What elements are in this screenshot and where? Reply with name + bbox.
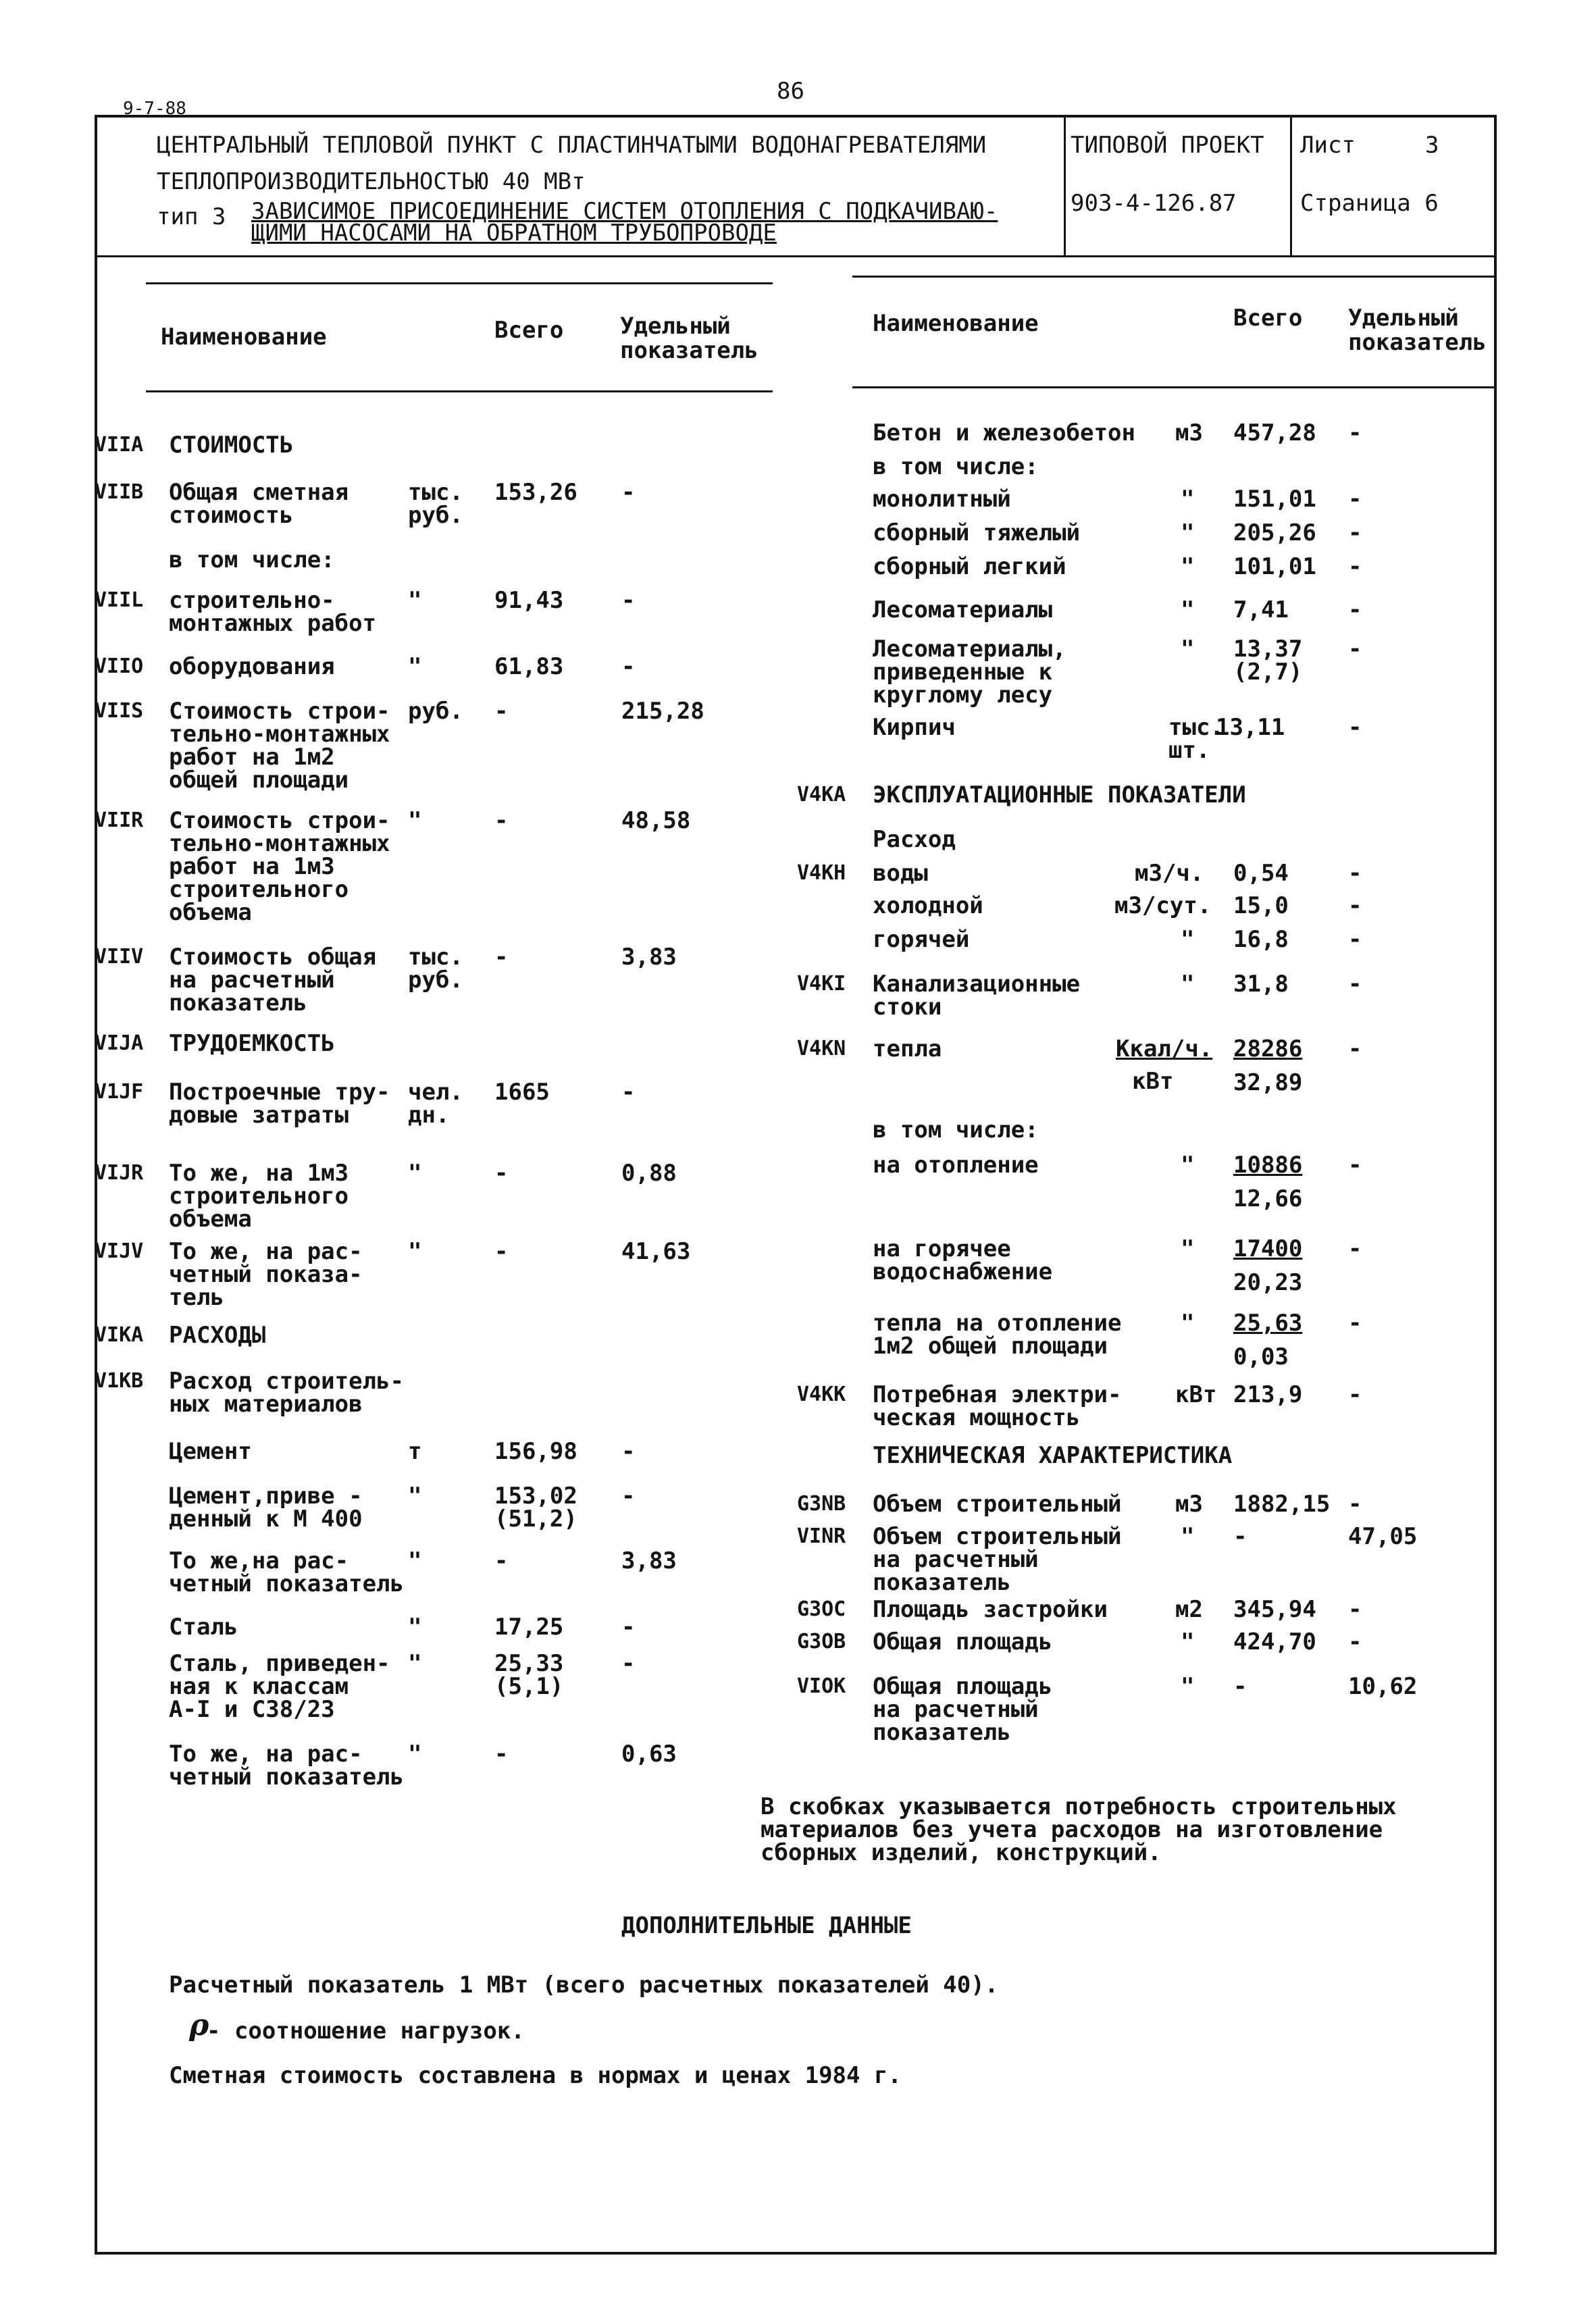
row-unit: " <box>408 1238 422 1265</box>
row-spec: 3,83 <box>621 944 677 971</box>
row-total: 345,94 <box>1233 1596 1316 1623</box>
row-spec: - <box>1348 1628 1362 1655</box>
row-spec: - <box>621 1438 636 1465</box>
row-unit: " <box>1181 519 1195 546</box>
row-spec: - <box>621 653 636 680</box>
row-code: VIIA <box>95 433 144 457</box>
row-code: V4KK <box>797 1383 846 1406</box>
row-name: Лесоматериалы, приведенные к круглому лесу <box>873 636 1066 709</box>
row-unit: " <box>408 653 422 680</box>
row-unit: чел. дн. <box>408 1079 463 1129</box>
row-name: Стоимость строи- тельно-монтажных работ на 1м3 строительного объема <box>169 807 390 926</box>
row-code: VIKA <box>95 1323 144 1347</box>
row-unit: " <box>408 1741 422 1768</box>
row-total: - <box>1233 1523 1247 1550</box>
extra-line-2: - соотношение нагрузок. <box>207 2017 525 2045</box>
row-name: РАСХОДЫ <box>169 1322 266 1349</box>
row-unit: " <box>1181 636 1195 663</box>
row-spec: 10,62 <box>1348 1673 1418 1700</box>
row-spec: - <box>1348 1596 1362 1623</box>
row-total: - <box>494 944 509 971</box>
row-spec: - <box>1348 519 1362 546</box>
row-name: в том числе: <box>873 1116 1039 1143</box>
row-name: в том числе: <box>873 453 1039 480</box>
header-divider-1 <box>1064 115 1066 257</box>
row-spec: - <box>621 479 636 506</box>
row-code: VIIL <box>95 588 144 612</box>
left-colhead-bottom <box>146 390 773 392</box>
row-code: G3OB <box>797 1630 846 1653</box>
row-code: G3OC <box>797 1597 846 1621</box>
row-total: 0,54 <box>1233 860 1289 887</box>
row-total: 153,02 (51,2) <box>494 1483 577 1533</box>
row-total: 10886 <box>1233 1152 1303 1179</box>
row-code: VIIV <box>95 945 144 969</box>
left-col-spec-2: показатель <box>620 337 758 364</box>
row-name: ТРУДОЕМКОСТЬ <box>169 1030 335 1057</box>
row-name: Сталь, приведен- ная к классам А-I и С38/23 <box>169 1650 390 1723</box>
right-colhead-bottom <box>852 386 1494 388</box>
row-spec: - <box>1348 1310 1362 1337</box>
row-name: СТОИМОСТЬ <box>169 432 294 459</box>
row-total: - <box>494 1741 509 1768</box>
row-total: 25,63 <box>1233 1310 1303 1337</box>
row-total: 16,8 <box>1233 926 1289 953</box>
right-col-spec-2: показатель <box>1348 329 1487 356</box>
right-col-total: Всего <box>1233 305 1303 332</box>
row-unit-2: кВт <box>1132 1068 1174 1095</box>
row-code: V4KN <box>797 1037 846 1060</box>
row-unit: " <box>408 1650 422 1677</box>
row-unit: кВт <box>1175 1381 1217 1408</box>
row-spec: - <box>621 1079 636 1106</box>
row-unit: " <box>1181 1673 1195 1700</box>
sheet-value: 3 <box>1425 132 1439 159</box>
row-spec: - <box>1348 860 1362 887</box>
row-name: Расход <box>873 826 956 853</box>
sheet-label: Лист <box>1300 132 1356 159</box>
row-total: 213,9 <box>1233 1381 1303 1408</box>
row-unit: " <box>408 1483 422 1510</box>
row-code: VIIO <box>95 654 144 678</box>
row-code: VINR <box>797 1524 846 1548</box>
row-name: Общая сметная стоимость <box>169 479 349 529</box>
header-subtitle-line1: ЗАВИСИМОЕ ПРИСОЕДИНЕНИЕ СИСТЕМ ОТОПЛЕНИЯ С ПОДКАЧИВАЮ- <box>251 198 998 225</box>
row-total: - <box>494 698 509 725</box>
row-total: - <box>1233 1673 1247 1700</box>
page-number: 86 <box>777 78 804 105</box>
row-unit: " <box>1181 1310 1195 1337</box>
row-spec: - <box>1348 1235 1362 1262</box>
row-total: 17,25 <box>494 1614 564 1641</box>
extra-line-1: Расчетный показатель 1 МВт (всего расчетных показателей 40). <box>169 1972 999 1999</box>
row-spec: 215,28 <box>621 698 704 725</box>
row-name: монолитный <box>873 486 1011 513</box>
row-name: ЭКСПЛУАТАЦИОННЫЕ ПОКАЗАТЕЛИ <box>873 781 1246 808</box>
row-spec: - <box>1348 553 1362 580</box>
row-spec: - <box>621 1483 636 1510</box>
right-col-spec-1: Удельный <box>1348 305 1459 332</box>
row-name: тепла <box>873 1035 942 1062</box>
row-unit: м2 <box>1175 1596 1203 1623</box>
footnote: В скобках указывается потребность строительных материалов без учета расходов на изготовление сборных изделий, конструкций. <box>761 1793 1397 1866</box>
row-total: - <box>494 1238 509 1265</box>
project-label: ТИПОВОЙ ПРОЕКТ <box>1071 132 1264 159</box>
row-spec: - <box>1348 419 1362 446</box>
row-name: на горячее водоснабжение <box>873 1235 1053 1285</box>
row-total: 1882,15 <box>1233 1491 1331 1518</box>
row-spec: - <box>1348 971 1362 998</box>
header-bottom-rule <box>95 255 1497 257</box>
row-unit: " <box>1181 1523 1195 1550</box>
row-spec: - <box>1348 714 1362 741</box>
row-total-2: 12,66 <box>1233 1185 1303 1212</box>
row-unit: руб. <box>408 698 463 725</box>
row-name: Построечные тру- довые затраты <box>169 1079 390 1129</box>
row-name: сборный тяжелый <box>873 519 1081 546</box>
row-name: То же, на рас- четный показа- тель <box>169 1238 363 1311</box>
row-code: VIIB <box>95 480 144 504</box>
doc-code: 9-7-88 <box>123 99 186 119</box>
row-spec: 47,05 <box>1348 1523 1418 1550</box>
extra-heading: ДОПОЛНИТЕЛЬНЫЕ ДАННЫЕ <box>621 1912 912 1939</box>
row-spec: - <box>1348 596 1362 623</box>
row-name: Лесоматериалы <box>873 596 1053 623</box>
row-unit: " <box>1181 926 1195 953</box>
row-name: Стоимость строи- тельно-монтажных работ на 1м2 общей площади <box>169 698 390 794</box>
row-name: оборудования <box>169 653 335 680</box>
row-spec: 3,83 <box>621 1547 677 1574</box>
row-unit: " <box>1181 1152 1195 1179</box>
row-unit: м3/ч. <box>1135 860 1204 887</box>
row-name: Канализационные стоки <box>873 971 1081 1021</box>
row-total-2: 0,03 <box>1233 1343 1289 1370</box>
row-name: ТЕХНИЧЕСКАЯ ХАРАКТЕРИСТИКА <box>873 1442 1233 1469</box>
row-total: - <box>494 1160 509 1187</box>
extra-line-3: Сметная стоимость составлена в нормах и ценах 1984 г. <box>169 2062 902 2089</box>
left-col-name: Наименование <box>161 324 327 351</box>
row-name: Площадь застройки <box>873 1596 1108 1623</box>
row-total: 91,43 <box>494 587 564 614</box>
row-total: 153,26 <box>494 479 577 506</box>
row-spec: - <box>1348 892 1362 919</box>
row-spec: - <box>621 1650 636 1677</box>
row-name: тепла на отопление 1м2 общей площади <box>873 1310 1122 1360</box>
row-unit: м3 <box>1175 419 1203 446</box>
header-subtitle-line2: ЩИМИ НАСОСАМИ НА ОБРАТНОМ ТРУБОПРОВОДЕ <box>251 220 777 247</box>
row-total: 156,98 <box>494 1438 577 1465</box>
row-spec: - <box>1348 1381 1362 1408</box>
row-total: 31,8 <box>1233 971 1289 998</box>
row-total: - <box>494 1547 509 1574</box>
row-total: - <box>494 807 509 834</box>
row-unit: Ккал/ч. <box>1116 1035 1213 1062</box>
row-name: Объем строительный на расчетный показатель <box>873 1523 1122 1596</box>
row-code: VIIR <box>95 808 144 832</box>
left-colhead-top <box>146 282 773 284</box>
row-unit: " <box>408 1547 422 1574</box>
row-total: 61,83 <box>494 653 564 680</box>
row-code: V1JF <box>95 1080 144 1104</box>
header-title-line1: ЦЕНТРАЛЬНЫЙ ТЕПЛОВОЙ ПУНКТ С ПЛАСТИНЧАТЫМИ ВОДОНАГРЕВАТЕЛЯМИ <box>157 132 987 159</box>
row-name: Стоимость общая на расчетный показатель <box>169 944 377 1017</box>
row-name: Потребная электри- ческая мощность <box>873 1381 1122 1431</box>
row-name: Сталь <box>169 1614 238 1641</box>
header-divider-2 <box>1290 115 1292 257</box>
row-total: 1665 <box>494 1079 550 1106</box>
row-spec: - <box>1348 1035 1362 1062</box>
row-code: VIJV <box>95 1239 144 1263</box>
row-unit: тыс. шт. <box>1168 714 1224 764</box>
left-col-total: Всего <box>494 317 564 344</box>
right-colhead-top <box>852 276 1494 278</box>
row-unit: " <box>1181 1235 1195 1262</box>
left-col-spec-1: Удельный <box>620 313 731 340</box>
row-spec: - <box>1348 486 1362 513</box>
row-spec: - <box>621 1614 636 1641</box>
row-spec: - <box>1348 1491 1362 1518</box>
row-name: Бетон и железобетон <box>873 419 1135 446</box>
row-name: Расход строитель- ных материалов <box>169 1368 404 1418</box>
row-name: в том числе: <box>169 546 335 573</box>
row-total: 101,01 <box>1233 553 1316 580</box>
row-code: VIJR <box>95 1161 144 1185</box>
row-total: 457,28 <box>1233 419 1316 446</box>
row-name: Цемент <box>169 1438 252 1465</box>
row-unit: " <box>1181 1628 1195 1655</box>
row-total: 205,26 <box>1233 519 1316 546</box>
row-total: 17400 <box>1233 1235 1303 1262</box>
row-spec: 41,63 <box>621 1238 691 1265</box>
row-name: Цемент,приве - денный к М 400 <box>169 1483 363 1533</box>
row-unit: " <box>1181 596 1195 623</box>
row-name: сборный легкий <box>873 553 1066 580</box>
row-unit: " <box>1181 486 1195 513</box>
project-number: 903-4-126.87 <box>1071 190 1237 217</box>
row-unit: м3/сут. <box>1114 892 1212 919</box>
row-spec: - <box>1348 636 1362 663</box>
row-total-2: 32,89 <box>1233 1069 1303 1096</box>
row-name: на отопление <box>873 1152 1039 1179</box>
row-name: строительно- монтажных работ <box>169 587 377 637</box>
extra-symbol: ρ <box>189 2008 209 2042</box>
row-total: 15,0 <box>1233 892 1289 919</box>
header-type-label: тип 3 <box>157 203 226 230</box>
row-code: VIIS <box>95 699 144 723</box>
row-name: воды <box>873 860 928 887</box>
row-total: 25,33 (5,1) <box>494 1650 564 1700</box>
row-name: То же,на рас- четный показатель <box>169 1547 404 1597</box>
row-unit: " <box>408 587 422 614</box>
row-name: горячей <box>873 926 970 953</box>
row-unit: " <box>1181 971 1195 998</box>
row-spec: - <box>621 587 636 614</box>
row-name: Общая площадь на расчетный показатель <box>873 1673 1053 1746</box>
row-unit: " <box>408 807 422 834</box>
page-label: Страница 6 <box>1300 190 1439 217</box>
row-name: Кирпич <box>873 714 956 741</box>
row-code: VIOK <box>797 1674 846 1698</box>
row-unit: тыс. руб. <box>408 479 463 529</box>
row-total-2: 20,23 <box>1233 1269 1303 1296</box>
row-spec: 0,88 <box>621 1160 677 1187</box>
header-title-line2: ТЕПЛОПРОИЗВОДИТЕЛЬНОСТЬЮ 40 МВт <box>157 168 586 195</box>
right-col-name: Наименование <box>873 310 1039 337</box>
row-unit: " <box>408 1614 422 1641</box>
row-name: То же, на 1м3 строительного объема <box>169 1160 349 1233</box>
row-unit: т <box>408 1438 422 1465</box>
row-unit: м3 <box>1175 1491 1203 1518</box>
row-code: V4KI <box>797 972 846 996</box>
row-spec: 48,58 <box>621 807 691 834</box>
row-total: 424,70 <box>1233 1628 1316 1655</box>
row-name: То же, на рас- четный показатель <box>169 1741 404 1791</box>
row-spec: - <box>1348 1152 1362 1179</box>
row-unit: " <box>1181 553 1195 580</box>
row-name: Объем строительный <box>873 1491 1122 1518</box>
row-code: V4KH <box>797 861 846 885</box>
row-code: V1KB <box>95 1369 144 1393</box>
row-code: G3NB <box>797 1492 846 1516</box>
row-total: 13,37 (2,7) <box>1233 636 1303 686</box>
row-total: 151,01 <box>1233 486 1316 513</box>
row-name: Общая площадь <box>873 1628 1053 1655</box>
row-code: VIJA <box>95 1031 144 1055</box>
row-name: холодной <box>873 892 983 919</box>
row-total: 28286 <box>1233 1035 1303 1062</box>
row-spec: - <box>1348 926 1362 953</box>
row-total: 13,11 <box>1216 714 1285 741</box>
row-total: 7,41 <box>1233 596 1289 623</box>
row-unit: тыс. руб. <box>408 944 463 994</box>
row-spec: 0,63 <box>621 1741 677 1768</box>
row-code: V4KA <box>797 783 846 806</box>
row-unit: " <box>408 1160 422 1187</box>
